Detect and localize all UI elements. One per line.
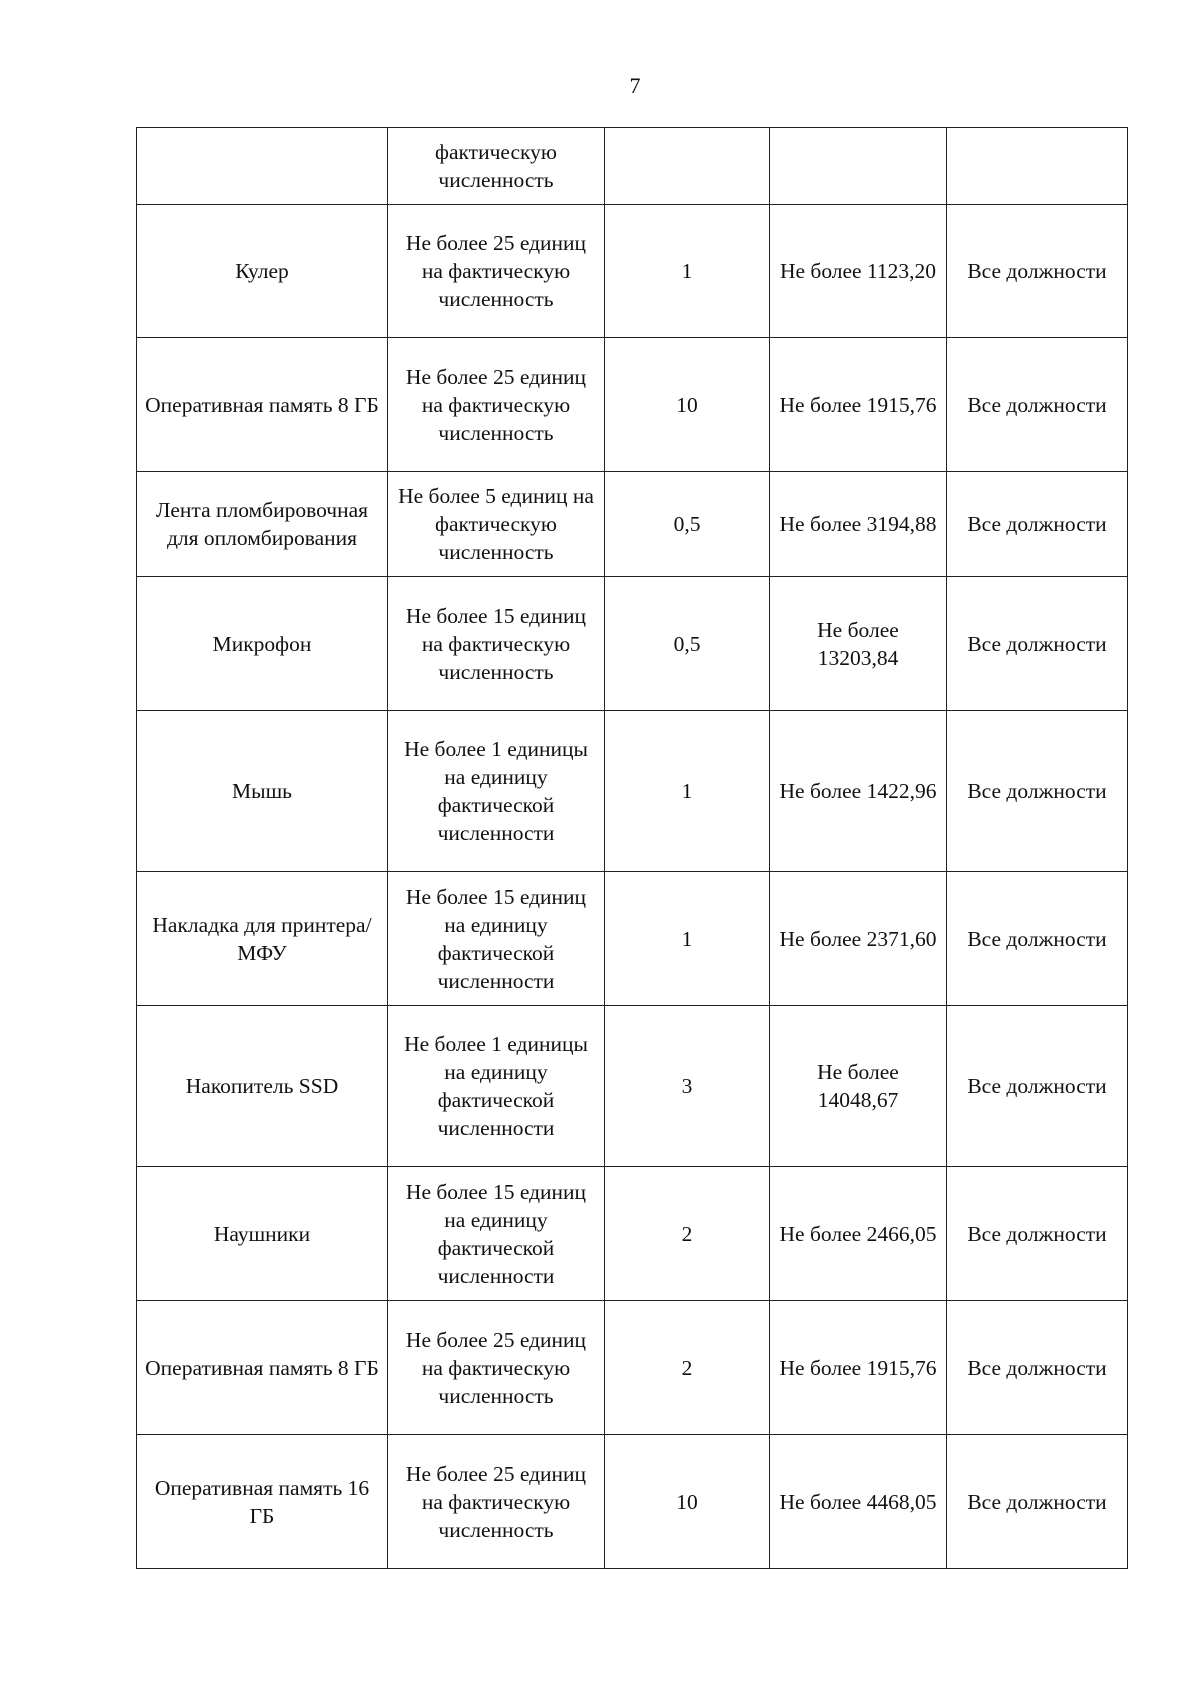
quantity-cell: 0,5: [605, 472, 770, 577]
table-row: [137, 472, 1128, 577]
item-name-cell: Оперативная память 8 ГБ: [137, 1301, 388, 1435]
price-cell: Не более 1123,20: [770, 205, 947, 338]
price-cell: Не более 14048,67: [770, 1006, 947, 1167]
item-name-cell: [137, 128, 388, 205]
table-row: [137, 1006, 1128, 1167]
norm-cell: Не более 25 единиц на фактическую численность: [388, 338, 605, 472]
item-name-cell: Накладка для принтера/МФУ: [137, 872, 388, 1006]
price-cell: Не более 1422,96: [770, 711, 947, 872]
table-row: [137, 338, 1128, 472]
quantity-cell: [605, 128, 770, 205]
quantity-cell: 1: [605, 205, 770, 338]
quantity-cell: 3: [605, 1006, 770, 1167]
item-name-cell: Накопитель SSD: [137, 1006, 388, 1167]
quantity-cell: 0,5: [605, 577, 770, 711]
price-cell: Не более 1915,76: [770, 338, 947, 472]
norm-cell: Не более 25 единиц на фактическую численность: [388, 1301, 605, 1435]
norm-cell: Не более 15 единиц на единицу фактической численности: [388, 872, 605, 1006]
positions-cell: Все должности: [947, 872, 1128, 1006]
price-cell: Не более 13203,84: [770, 577, 947, 711]
norm-cell: фактическую численность: [388, 128, 605, 205]
norm-cell: Не более 25 единиц на фактическую численность: [388, 205, 605, 338]
norm-cell: Не более 5 единиц на фактическую численность: [388, 472, 605, 577]
price-cell: Не более 1915,76: [770, 1301, 947, 1435]
positions-cell: Все должности: [947, 472, 1128, 577]
quantity-cell: 1: [605, 872, 770, 1006]
item-name-cell: Лента пломбировочная для опломбирования: [137, 472, 388, 577]
price-cell: Не более 2466,05: [770, 1167, 947, 1301]
table-row: [137, 1435, 1128, 1569]
positions-cell: [947, 128, 1128, 205]
quantity-cell: 2: [605, 1301, 770, 1435]
norm-cell: Не более 25 единиц на фактическую численность: [388, 1435, 605, 1569]
table-row: [137, 711, 1128, 872]
table-row: [137, 128, 1128, 205]
positions-cell: Все должности: [947, 205, 1128, 338]
quantity-cell: 10: [605, 338, 770, 472]
table-row: [137, 872, 1128, 1006]
norms-table: [136, 127, 1128, 1569]
norm-cell: Не более 15 единиц на единицу фактической численности: [388, 1167, 605, 1301]
positions-cell: Все должности: [947, 1435, 1128, 1569]
norm-cell: Не более 1 единицы на единицу фактической численности: [388, 711, 605, 872]
item-name-cell: Микрофон: [137, 577, 388, 711]
table-row: [137, 577, 1128, 711]
table-row: [137, 1301, 1128, 1435]
quantity-cell: 10: [605, 1435, 770, 1569]
norm-cell: Не более 15 единиц на фактическую численность: [388, 577, 605, 711]
quantity-cell: 1: [605, 711, 770, 872]
positions-cell: Все должности: [947, 1167, 1128, 1301]
page-number: 7: [629, 73, 641, 98]
positions-cell: Все должности: [947, 338, 1128, 472]
price-cell: Не более 3194,88: [770, 472, 947, 577]
price-cell: Не более 4468,05: [770, 1435, 947, 1569]
positions-cell: Все должности: [947, 577, 1128, 711]
item-name-cell: Оперативная память 16 ГБ: [137, 1435, 388, 1569]
table-row: [137, 1167, 1128, 1301]
item-name-cell: Наушники: [137, 1167, 388, 1301]
norm-cell: Не более 1 единицы на единицу фактической численности: [388, 1006, 605, 1167]
positions-cell: Все должности: [947, 711, 1128, 872]
positions-cell: Все должности: [947, 1301, 1128, 1435]
table-row: [137, 205, 1128, 338]
price-cell: [770, 128, 947, 205]
item-name-cell: Мышь: [137, 711, 388, 872]
item-name-cell: Кулер: [137, 205, 388, 338]
item-name-cell: Оперативная память 8 ГБ: [137, 338, 388, 472]
positions-cell: Все должности: [947, 1006, 1128, 1167]
price-cell: Не более 2371,60: [770, 872, 947, 1006]
quantity-cell: 2: [605, 1167, 770, 1301]
